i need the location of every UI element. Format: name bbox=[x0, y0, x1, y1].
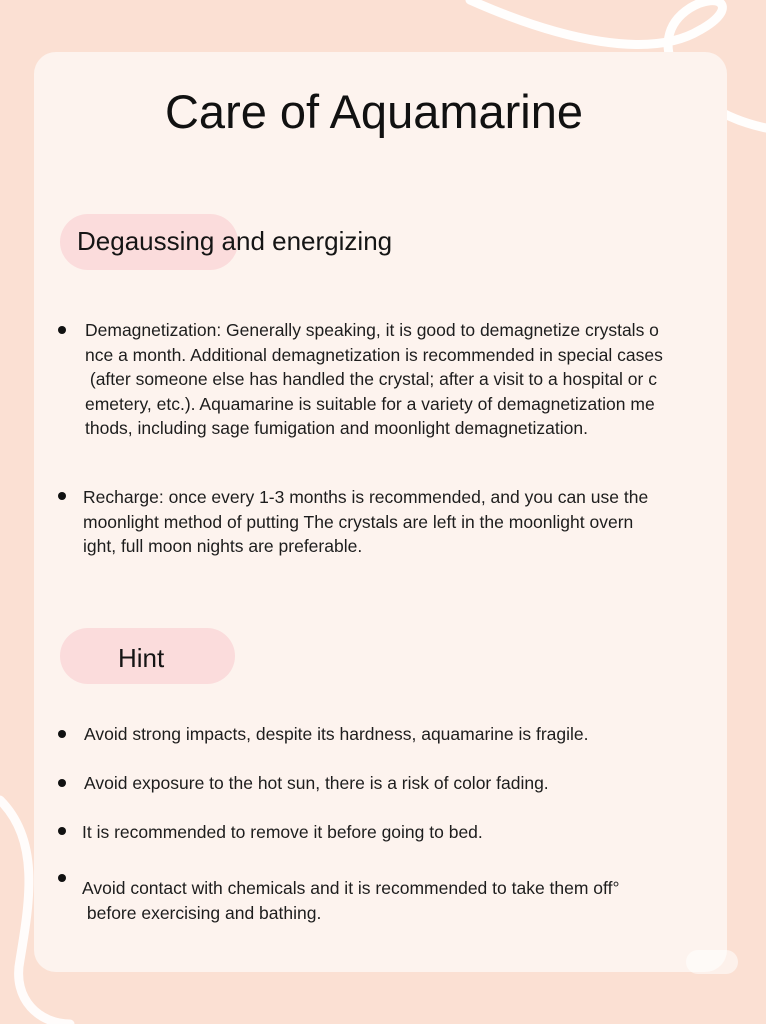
list-item-recharge bbox=[83, 485, 723, 559]
paragraph-line: Avoid strong impacts, despite its hardness, aquamarine is fragile. bbox=[84, 724, 589, 744]
paragraph-line: Recharge: once every 1-3 months is recommended, and you can use the bbox=[83, 487, 649, 507]
bullet-icon bbox=[58, 730, 66, 738]
section-heading-hint: Hint bbox=[118, 643, 165, 673]
decorative-highlight bbox=[686, 950, 738, 974]
list-item-hint bbox=[84, 722, 724, 747]
paragraph-line: emetery, etc.). Aquamarine is suitable for a variety of demagnetization me bbox=[85, 393, 655, 414]
paragraph-line: It is recommended to remove it before going to bed. bbox=[82, 822, 483, 842]
list-item-hint bbox=[82, 820, 722, 845]
page-title: Care of Aquamarine bbox=[164, 85, 584, 138]
list-item-hint bbox=[82, 876, 722, 925]
bullet-icon bbox=[58, 827, 66, 835]
paragraph-line: Avoid contact with chemicals and it is recommended to take them off° bbox=[82, 878, 620, 898]
paragraph-line: Demagnetization: Generally speaking, it is good to demagnetize crystals o bbox=[85, 320, 659, 340]
list-item-hint bbox=[84, 771, 724, 796]
paragraph-line: thods, including sage fumigation and moonlight demagnetization. bbox=[85, 418, 588, 438]
paragraph-line: nce a month. Additional demagnetization is recommended in special cases bbox=[85, 344, 663, 365]
bullet-icon bbox=[58, 779, 66, 787]
paragraph-line: ight, full moon nights are preferable. bbox=[83, 536, 363, 556]
paragraph-line: moonlight method of putting The crystals are left in the moonlight overn bbox=[83, 511, 634, 532]
paragraph-line: before exercising and bathing. bbox=[82, 902, 322, 923]
bullet-icon bbox=[58, 492, 66, 500]
section-heading-degaussing: Degaussing and energizing bbox=[77, 226, 393, 256]
paragraph-line: (after someone else has handled the crystal; after a visit to a hospital or c bbox=[85, 369, 657, 389]
bullet-icon bbox=[58, 874, 66, 882]
bullet-icon bbox=[58, 326, 66, 334]
paragraph-line: Avoid exposure to the hot sun, there is a risk of color fading. bbox=[84, 773, 549, 793]
list-item-demagnetization bbox=[85, 318, 725, 441]
